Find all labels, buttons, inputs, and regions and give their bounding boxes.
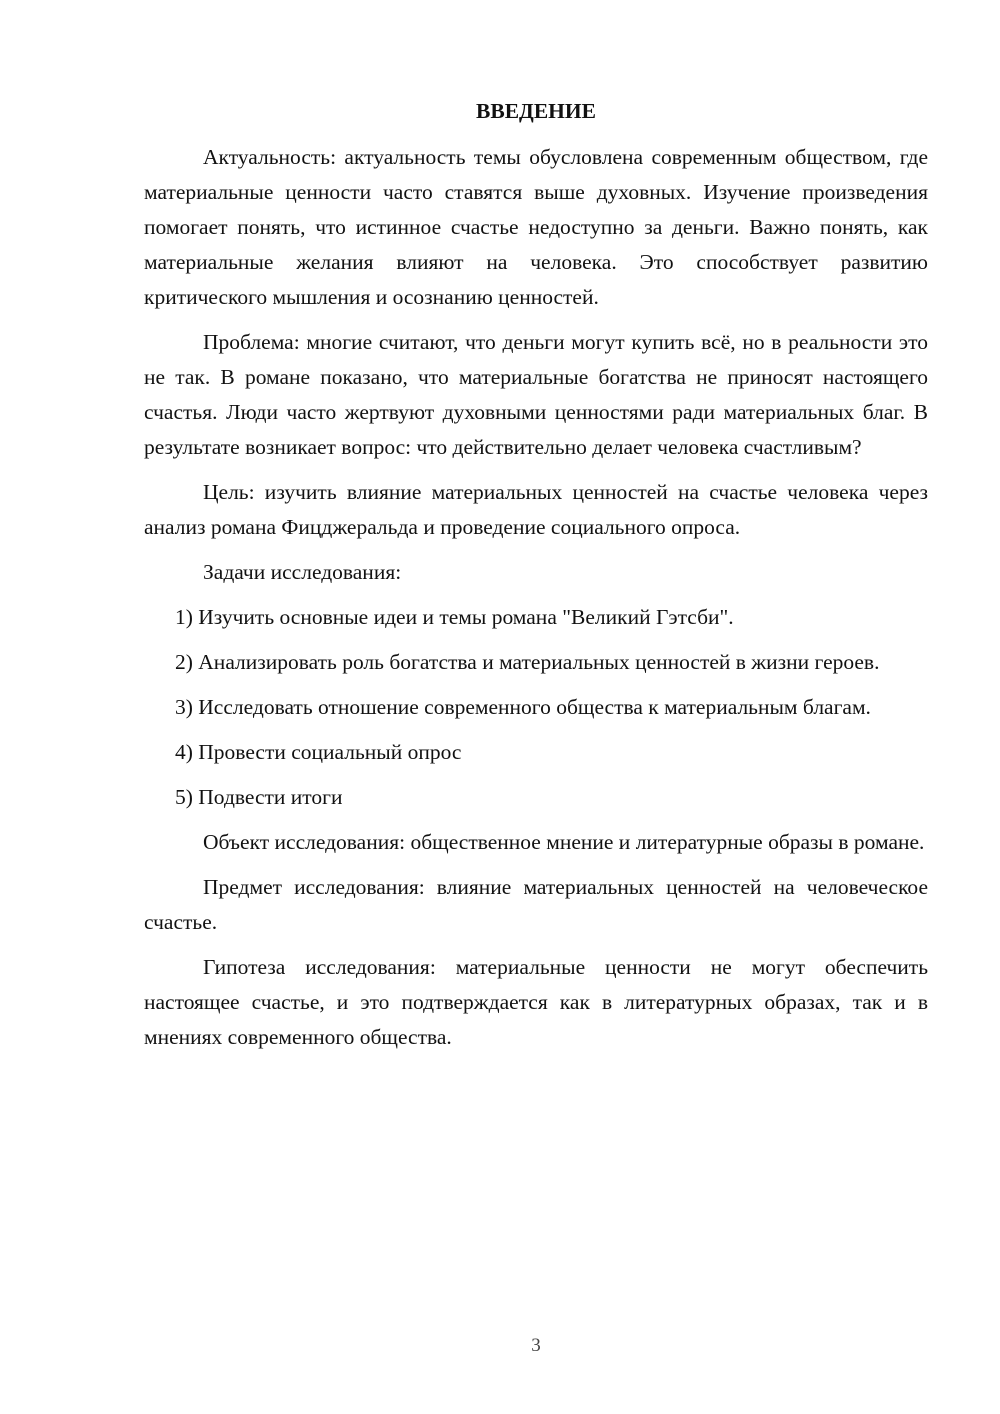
task-item-2: 2) Анализировать роль богатства и материальных ценностей в жизни героев. bbox=[175, 650, 880, 674]
task-item-3: 3) Исследовать отношение современного общества к материальным благам. bbox=[175, 695, 871, 719]
page-content bbox=[144, 96, 928, 1065]
task-item-5: 5) Подвести итоги bbox=[175, 785, 343, 809]
subject-paragraph: Предмет исследования: влияние материальных ценностей на человеческое счастье. bbox=[144, 875, 928, 934]
goal-paragraph: Цель: изучить влияние материальных ценностей на счастье человека через анализ романа Фицджеральда и проведение социального опроса. bbox=[144, 480, 928, 539]
section-heading: ВВЕДЕНИЕ bbox=[476, 99, 596, 123]
problem-paragraph: Проблема: многие считают, что деньги могут купить всё, но в реальности это не так. В романе показано, что материальные богатства не приносят настоящего счастья. Люди часто жертвуют духовными ценностями ради материальных благ. В результате возникает вопрос: что действительно делает человека счастливым? bbox=[144, 330, 928, 459]
relevance-paragraph: Актуальность: актуальность темы обусловлена современным обществом, где материальные ценности часто ставятся выше духовных. Изучение произведения помогает понять, что истинное счастье недоступно за деньги. Важно понять, как материальные желания влияют на человека. Это способствует развитию критического мышления и осознанию ценностей. bbox=[144, 145, 928, 309]
object-paragraph: Объект исследования: общественное мнение и литературные образы в романе. bbox=[203, 830, 925, 854]
hypothesis-paragraph: Гипотеза исследования: материальные ценности не могут обеспечить настоящее счастье, и это подтверждается как в литературных образах, так и в мнениях современного общества. bbox=[144, 955, 928, 1049]
task-item-4: 4) Провести социальный опрос bbox=[175, 740, 462, 764]
page-number: 3 bbox=[531, 1335, 541, 1356]
tasks-heading-paragraph: Задачи исследования: bbox=[203, 560, 402, 584]
task-item-1: 1) Изучить основные идеи и темы романа "Великий Гэтсби". bbox=[175, 605, 734, 629]
